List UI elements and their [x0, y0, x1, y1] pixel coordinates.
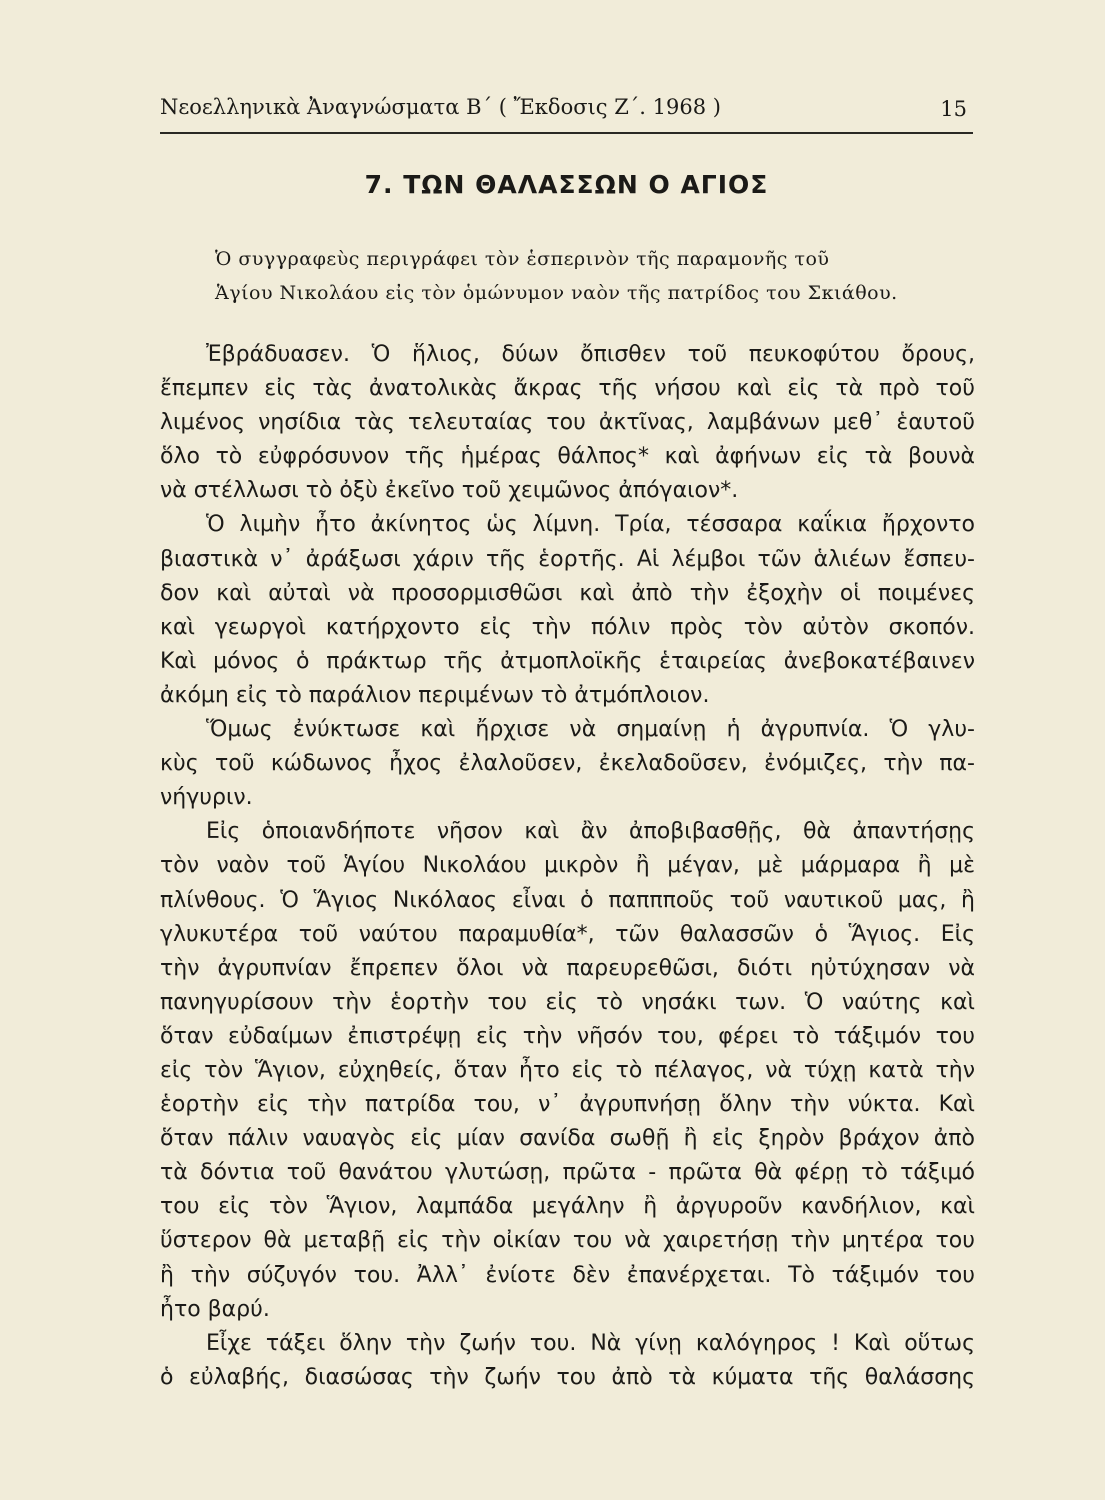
text-line: πανηγυρίσουν τὴν ἑορτὴν του εἰς τὸ νησάκι των. Ὁ ναύτης καὶ	[160, 989, 975, 1015]
text-line: Ὁ λιμὴν ἦτο ἀκίνητος ὡς λίμνη. Τρία, τέσσαρα καΐκια ἤρχοντο	[206, 512, 975, 538]
running-title: Νεοελληνικὰ Ἀναγνώσματα Β΄ ( Ἔκδοσις Ζ΄. 1968 )	[160, 95, 721, 119]
intro-line: Ὁ συγγραφεὺς περιγράφει τὸν ἑσπερινὸν τῆς παραμονῆς τοῦ	[215, 248, 830, 270]
text-line: ὁ εὐλαβής, διασώσας τὴν ζωήν του ἀπὸ τὰ κύματα τῆς θαλάσσης	[160, 1364, 975, 1390]
text-line: ὅταν εὐδαίμων ἐπιστρέψῃ εἰς τὴν νῆσόν του, φέρει τὸ τάξιμόν του	[160, 1023, 975, 1049]
text-line: πλίνθους. Ὁ Ἅγιος Νικόλαος εἶναι ὁ παππποῦς τοῦ ναυτικοῦ μας, ἢ	[160, 887, 975, 913]
text-line: Καὶ μόνος ὁ πράκτωρ τῆς ἀτμοπλοϊκῆς ἑταιρείας ἀνεβοκατέβαινεν	[160, 648, 975, 674]
text-line: του εἰς τὸν Ἅγιον, λαμπάδα μεγάλην ἢ ἀργυροῦν κανδήλιον, καὶ	[160, 1194, 975, 1220]
header-rule	[160, 132, 973, 134]
text-line: ὕστερον θὰ μεταβῇ εἰς τὴν οἰκίαν του νὰ χαιρετήσῃ τὴν μητέρα του	[160, 1228, 975, 1254]
text-line: λιμένος νησίδια τὰς τελευταίας του ἀκτῖνας, λαμβάνων μεθ᾿ ἑαυτοῦ	[160, 410, 975, 436]
text-line: ὅλο τὸ εὐφρόσυνον τῆς ἡμέρας θάλπος* καὶ ἀφήνων εἰς τὰ βουνὰ	[160, 444, 975, 470]
text-line: νὰ στέλλωσι τὸ ὀξὺ ἐκεῖνο τοῦ χειμῶνος ἀπόγαιον*.	[160, 478, 739, 504]
body-text	[160, 338, 975, 1395]
text-line: γλυκυτέρα τοῦ ναύτου παραμυθία*, τῶν θαλασσῶν ὁ Ἅγιος. Εἰς	[160, 921, 975, 947]
text-line: Ἐβράδυασεν. Ὁ ἥλιος, δύων ὄπισθεν τοῦ πευκοφύτου ὄρους,	[206, 342, 975, 367]
text-line: βιαστικὰ ν᾿ ἀράξωσι χάριν τῆς ἑορτῆς. Αἱ λέμβοι τῶν ἁλιέων ἔσπευ-	[160, 546, 975, 572]
page-number: 15	[940, 97, 967, 121]
text-line: εἰς τὸν Ἅγιον, εὐχηθείς, ὅταν ἦτο εἰς τὸ πέλαγος, νὰ τύχῃ κατὰ τὴν	[160, 1057, 975, 1083]
text-line: τὴν ἀγρυπνίαν ἔπρεπεν ὅλοι νὰ παρευρεθῶσι, διότι ηὐτύχησαν νὰ	[160, 955, 975, 981]
text-line: ἔπεμπεν εἰς τὰς ἀνατολικὰς ἄκρας τῆς νήσου καὶ εἰς τὰ πρὸ τοῦ	[160, 376, 975, 402]
text-line: ἦτο βαρύ.	[160, 1296, 270, 1322]
text-line: ἢ τὴν σύζυγόν του. Ἀλλ᾿ ἐνίοτε δὲν ἐπανέρχεται. Τὸ τάξιμόν του	[160, 1262, 975, 1288]
text-line: κὺς τοῦ κώδωνος ἦχος ἐλαλοῦσεν, ἐκελαδοῦσεν, ἐνόμιζες, τὴν πα-	[160, 751, 975, 777]
text-line: τὰ δόντια τοῦ θανάτου γλυτώσῃ, πρῶτα - πρῶτα θὰ φέρῃ τὸ τάξιμό	[160, 1160, 975, 1186]
text-line: ἀκόμη εἰς τὸ παράλιον περιμένων τὸ ἀτμόπλοιον.	[160, 682, 710, 708]
text-line: καὶ γεωργοὶ κατήρχοντο εἰς τὴν πόλιν πρὸς τὸν αὐτὸν σκοπόν.	[160, 614, 975, 640]
text-line: ὅταν πάλιν ναυαγὸς εἰς μίαν σανίδα σωθῇ ἢ εἰς ξηρὸν βράχον ἀπὸ	[160, 1126, 975, 1152]
chapter-title: 7. ΤΩΝ ΘΑΛΑΣΣΩΝ Ο ΑΓΙΟΣ	[364, 170, 769, 199]
intro-line: Ἁγίου Νικολάου εἰς τὸν ὁμώνυμον ναὸν τῆς πατρίδος του Σκιάθου.	[215, 282, 898, 304]
chapter-intro	[215, 242, 975, 310]
text-line: νήγυριν.	[160, 785, 253, 811]
text-line: ἑορτὴν εἰς τὴν πατρίδα του, ν᾿ ἀγρυπνήσῃ ὅλην τὴν νύκτα. Καὶ	[160, 1092, 975, 1118]
text-line: Εἰς ὁποιανδήποτε νῆσον καὶ ἂν ἀποβιβασθῇς, θὰ ἀπαντήσῃς	[206, 819, 975, 845]
text-line: τὸν ναὸν τοῦ Ἁγίου Νικολάου μικρὸν ἢ μέγαν, μὲ μάρμαρα ἢ μὲ	[160, 853, 975, 879]
text-line: Ὅμως ἐνύκτωσε καὶ ἤρχισε νὰ σημαίνῃ ἡ ἀγρυπνία. Ὁ γλυ-	[206, 717, 975, 743]
text-line: δον καὶ αὐταὶ νὰ προσορμισθῶσι καὶ ἀπὸ τὴν ἐξοχὴν οἱ ποιμένες	[160, 580, 975, 606]
text-line: Εἶχε τάξει ὅλην τὴν ζωήν του. Νὰ γίνῃ καλόγηρος ! Καὶ οὕτως	[206, 1330, 975, 1356]
